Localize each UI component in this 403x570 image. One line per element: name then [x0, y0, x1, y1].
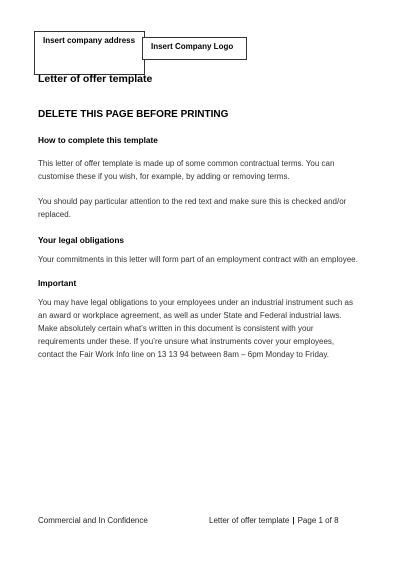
- paragraph-line: contact the Fair Work Info line on 13 13 94 between 8am – 6pm Monday to Friday.: [38, 350, 329, 359]
- footer-separator: |: [292, 516, 295, 525]
- company-address-label: Insert company address: [43, 36, 136, 45]
- company-address-placeholder: [34, 31, 145, 75]
- company-logo-placeholder: [142, 37, 247, 60]
- paragraph-commitments: [38, 253, 368, 266]
- paragraph-line: You may have legal obligations to your employees under an industrial instrument such as: [38, 298, 353, 307]
- footer-page-info: [209, 516, 339, 525]
- footer-confidentiality: Commercial and In Confidence: [38, 516, 148, 525]
- paragraph-line: This letter of offer template is made up of some common contractual terms. You can: [38, 159, 335, 168]
- paragraph-template-intro: [38, 157, 368, 183]
- section-heading-important: Important: [38, 278, 77, 288]
- paragraph-line: You should pay particular attention to the red text and make sure this is checked and/or: [38, 197, 347, 206]
- paragraph-red-text-note: [38, 195, 368, 221]
- paragraph-line: an award or workplace agreement, as well as under State and Federal industrial laws.: [38, 311, 342, 320]
- section-heading-how-to-complete: How to complete this template: [38, 135, 158, 145]
- paragraph-line: Your commitments in this letter will form part of an employment contract with an employee.: [38, 255, 358, 264]
- paragraph-line: replaced.: [38, 210, 71, 219]
- paragraph-important: [38, 296, 368, 361]
- paragraph-line: Make absolutely certain what’s written in this document is consistent with your: [38, 324, 314, 333]
- company-logo-label: Insert Company Logo: [151, 42, 234, 51]
- delete-notice: DELETE THIS PAGE BEFORE PRINTING: [38, 109, 229, 120]
- paragraph-line: requirements under these. If you’re unsure what instruments cover your employees,: [38, 337, 335, 346]
- section-heading-legal-obligations: Your legal obligations: [38, 235, 125, 245]
- footer-doc-name: Letter of offer template: [209, 516, 290, 525]
- document-title: Letter of offer template: [38, 73, 153, 85]
- footer-page-number: Page 1 of 8: [297, 516, 339, 525]
- paragraph-line: customise these if you wish, for example, by adding or removing terms.: [38, 172, 290, 181]
